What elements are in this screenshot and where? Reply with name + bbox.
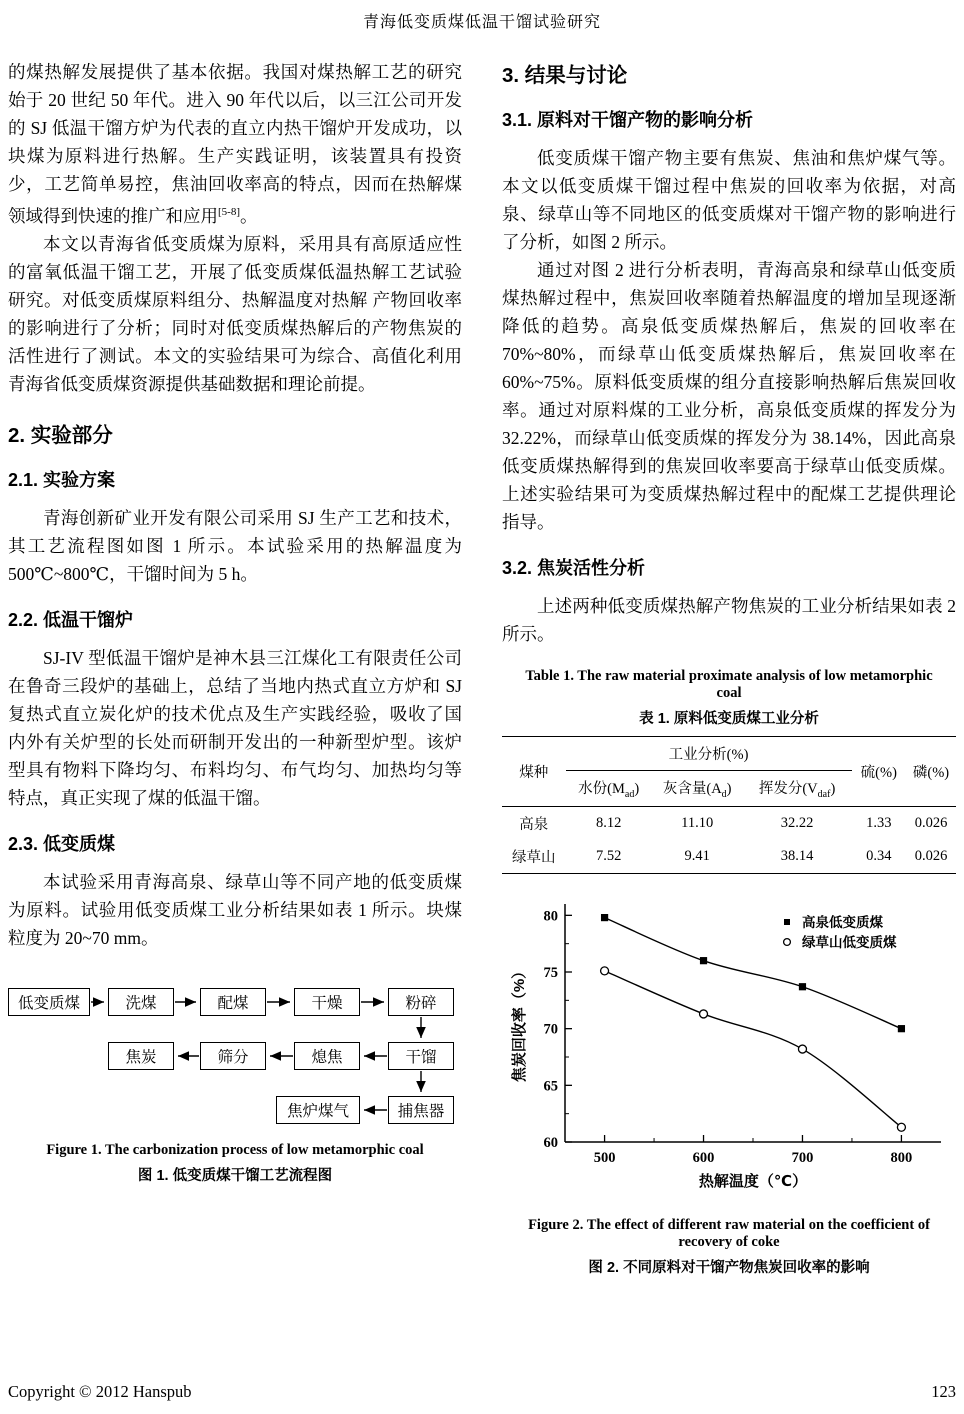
series-marker-square: [898, 1025, 905, 1032]
header-text: 灰含量(A: [662, 781, 722, 797]
subsection-heading-raw-material-effect: 3.1. 原料对干馏产物的影响分析: [502, 110, 754, 130]
cell-value: 9.41: [684, 847, 710, 864]
section-heading-results: 3. 结果与讨论: [502, 64, 628, 87]
paragraph: 低变质煤干馏产物主要有焦炭、焦油和焦炉煤气等。本文以低变质煤干馏过程中焦炭的回收率为依据，对高泉、绿草山等不同地区的低变质煤对干馏产物的影响进行了分析，如图 2 所示。: [502, 148, 956, 252]
x-tick-label: 600: [692, 1149, 715, 1166]
paragraph-text: 。: [240, 205, 258, 226]
paragraph: SJ-IV 型低温干馏炉是神木县三江煤化工有限责任公司在鲁奇三段炉的基础上，总结了当地内热式直立方炉和 SJ 复热式直立炭化炉的技术优点及生产实践经验，吸收了国内外有关炉型的长处而研制开发出的一种新型炉型。该炉型具有物料下降均匀、布料均匀、布气均匀、加热均匀等特点，真正实现了煤的低温干馏。: [8, 647, 462, 808]
table-group-header-proximate: 工业分析(%): [566, 737, 852, 771]
paragraph: [8, 58, 462, 230]
header-text: ): [634, 781, 640, 797]
flowchart-box-washing: 洗煤: [108, 988, 174, 1016]
legend-label: 高泉低变质煤: [802, 914, 883, 930]
proximate-analysis-table: [502, 736, 956, 874]
series-marker-square: [601, 914, 608, 921]
flowchart-box-coke-gas: 焦炉煤气: [276, 1096, 360, 1124]
y-tick-label: 80: [543, 908, 558, 925]
header-text: 水份(M: [578, 781, 625, 797]
paragraph-text: 的煤热解发展提供了基本依据。我国对煤热解工艺的研究始于 20 世纪 50 年代。进入 90 年代以后，以三江公司开发的 SJ 低温干馏方炉为代表的直立内热干馏炉开发成功，以块煤为原料进行热解。生产实践证明，该装置具有投资少，工艺简单易控，焦油回收率高的特点，因而在热解煤领域得到快速的推广和应用: [8, 62, 462, 226]
subsection-heading-furnace: 2.2. 低温干馏炉: [8, 609, 134, 630]
flowchart-box-tar-catcher: 捕焦器: [388, 1096, 454, 1124]
x-axis-label: 热解温度（℃）: [698, 1172, 808, 1190]
figure2-chart-container: [509, 894, 949, 1203]
page-number: 123: [931, 1382, 956, 1401]
flowchart-box-drying: 干燥: [294, 988, 360, 1016]
paragraph: 通过对图 2 进行分析表明，青海高泉和绿草山低变质煤热解过程中，焦炭回收率随着热解温度的增加呈现逐渐降低的趋势。高泉低变质煤热解后，焦炭的回收率在 70%~80%，而绿草山低变质煤热解后，焦炭回收率在 60%~75%。原料低变质煤的组分直接影响热解后焦炭回收率。通过对原料煤的工业分析，高泉低变质煤的挥发分为 32.22%，而绿草山低变质煤的挥发分为 38.14%，因此高泉低变质煤热解得到的焦炭回收率要高于绿草山低变质煤。上述实验结果可为变质煤热解过程中的配煤工艺提供理论指导。: [502, 260, 956, 532]
flowchart-box-blending: 配煤: [200, 988, 266, 1016]
paragraph: 本文以青海省低变质煤为原料，采用具有高原适应性的富氧低温干馏工艺，开展了低变质煤低温热解工艺试验研究。对低变质煤原料组分、热解温度对热解 产物回收率的影响进行了分析；同时对低变质煤热解后的产物焦炭的活性进行了测试。本文的实验结果可为综合、高值化利用青海省低变质煤资源提供基础数据和理论前提。: [8, 233, 462, 394]
figure2-caption-zh: 图 2. 不同原料对干馏产物焦炭回收率的影响: [588, 1259, 870, 1276]
y-tick-label: 70: [543, 1021, 558, 1038]
figure1-flowchart: [8, 978, 464, 1128]
flowchart-box-retorting: 干馏: [388, 1042, 454, 1070]
series-marker-circle: [784, 938, 791, 945]
table-col-header-volatile: [743, 771, 852, 807]
right-column: [502, 58, 956, 1277]
series-line: [605, 971, 902, 1127]
paragraph: 上述两种低变质煤热解产物焦炭的工业分析结果如表 2 所示。: [502, 596, 956, 644]
cell-value: 8.12: [595, 814, 622, 831]
figure1-caption-en: Figure 1. The carbonization process of low metamorphic coal: [46, 1141, 424, 1158]
flowchart-box-quenching: 熄焦: [294, 1042, 360, 1070]
cell-value: 32.22: [780, 814, 814, 831]
table-row: [502, 840, 956, 874]
table1-caption: [502, 668, 956, 728]
y-tick-label: 65: [543, 1078, 558, 1095]
series-marker-square: [784, 919, 790, 925]
table-row: [502, 806, 956, 840]
citation-superscript: [5-8]: [218, 206, 240, 218]
figure2-line-chart: [509, 894, 949, 1198]
two-column-layout: [0, 58, 964, 1277]
left-column: [8, 58, 462, 1277]
figure1-caption-zh: 图 1. 低变质煤干馏工艺流程图: [137, 1167, 333, 1184]
table-col-header-sulfur: 硫(%): [852, 737, 906, 807]
page-footer: [0, 1382, 964, 1402]
cell-value: 1.33: [866, 814, 892, 831]
flowchart-box-screening: 筛分: [200, 1042, 266, 1070]
table-col-header-moisture: [566, 771, 652, 807]
x-tick-label: 500: [593, 1149, 616, 1166]
table1-caption-en: Table 1. The raw material proximate analysis of low metamorphic coal: [525, 668, 933, 701]
copyright-text: Copyright © 2012 Hanspub: [8, 1382, 192, 1401]
series-marker-circle: [798, 1045, 806, 1053]
series-marker-square: [700, 957, 707, 964]
y-axis-label: 焦炭回收率（%）: [511, 963, 528, 1083]
cell-value: 0.026: [914, 847, 948, 864]
cell-coal-name: 绿草山: [512, 849, 556, 866]
table-col-header-coal: 煤种: [502, 737, 566, 807]
header-text: ): [726, 781, 732, 797]
table-col-header-phosphorus: 磷(%): [906, 737, 956, 807]
paragraph: 青海创新矿业开发有限公司采用 SJ 生产工艺和技术，其工艺流程图如图 1 所示。本试验采用的热解温度为 500℃~800℃，干馏时间为 5 h。: [8, 507, 462, 584]
x-tick-label: 800: [890, 1149, 913, 1166]
series-marker-circle: [897, 1123, 905, 1131]
flowchart-box-raw-coal: 低变质煤: [8, 988, 90, 1016]
header-subscript: daf: [817, 788, 831, 800]
cell-value: 0.026: [914, 814, 948, 831]
header-subscript: d: [721, 788, 727, 800]
cell-value: 0.34: [866, 847, 892, 864]
subsection-heading-coke-activity: 3.2. 焦炭活性分析: [502, 558, 646, 578]
y-tick-label: 75: [543, 964, 558, 981]
series-marker-circle: [601, 967, 609, 975]
figure2-caption-en: Figure 2. The effect of different raw material on the coefficient of recovery of coke: [528, 1216, 930, 1250]
x-tick-label: 700: [791, 1149, 814, 1166]
figure2-caption: [502, 1217, 956, 1277]
cell-value: 7.52: [595, 847, 622, 864]
header-text: 挥发分(V: [758, 781, 818, 797]
section-heading-experiment: 2. 实验部分: [8, 423, 113, 447]
subsection-heading-scheme: 2.1. 实验方案: [8, 469, 116, 490]
series-marker-square: [799, 983, 806, 990]
series-marker-circle: [700, 1010, 708, 1018]
figure1-caption: [8, 1142, 462, 1185]
legend-label: 绿草山低变质煤: [802, 934, 897, 950]
cell-value: 38.14: [780, 847, 814, 864]
subsection-heading-coal: 2.3. 低变质煤: [8, 833, 116, 854]
running-head: 青海低变质煤低温干馏试验研究: [362, 14, 601, 31]
flowchart-box-crushing: 粉碎: [388, 988, 454, 1016]
table1-caption-zh: 表 1. 原料低变质煤工业分析: [639, 711, 819, 727]
flowchart-box-coke: 焦炭: [108, 1042, 174, 1070]
paragraph: 本试验采用青海高泉、绿草山等不同产地的低变质煤为原料。试验用低变质煤工业分析结果如表 1 所示。块煤粒度为 20~70 mm。: [8, 871, 462, 948]
y-tick-label: 60: [543, 1134, 558, 1151]
header-subscript: ad: [624, 788, 635, 800]
header-text: ): [830, 781, 836, 797]
cell-coal-name: 高泉: [519, 816, 549, 833]
table-col-header-ash: [652, 771, 743, 807]
cell-value: 11.10: [681, 814, 714, 831]
